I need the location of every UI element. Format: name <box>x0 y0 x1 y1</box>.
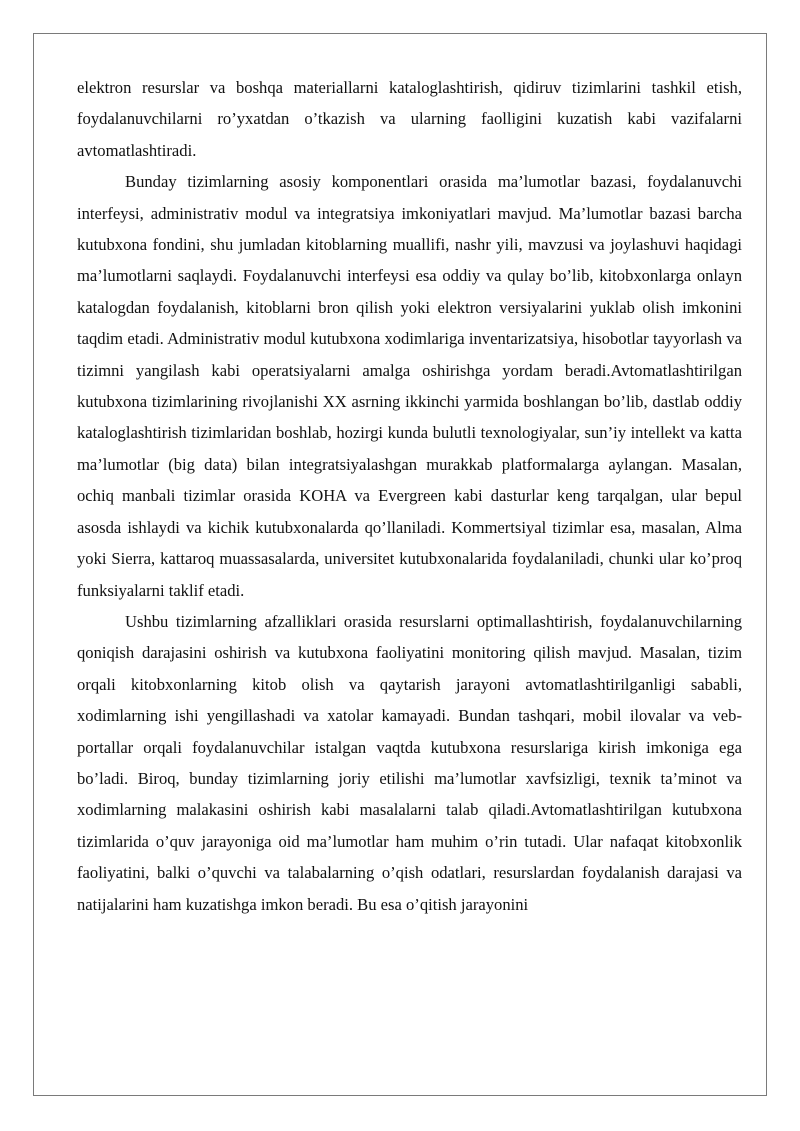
paragraph-1: elektron resurslar va boshqa materiallarni kataloglashtirish, qidiruv tizimlarini tashkil etish, foydalanuvchilarni ro’yxatdan o’tkazish va ularning faolligini kuzatish kabi vazifalarni avtomatlashtiradi. <box>77 78 742 160</box>
paragraph-2: Bunday tizimlarning asosiy komponentlari orasida ma’lumotlar bazasi, foydalanuvchi interfeysi, administrativ modul va integratsiya imkoniyatlari mavjud. Ma’lumotlar bazasi barcha kutubxona fondini, shu jumladan kitoblarning muallifi, nashr yili, mavzusi va joylashuvi haqidagi ma’lumotlarni saqlaydi. Foydalanuvchi interfeysi esa oddiy va qulay bo’lib, kitobxonlarga onlayn katalogdan foydalanish, kitoblarni bron qilish yoki elektron versiyalarini yuklab olish imkonini taqdim etadi. Administrativ modul kutubxona xodimlariga inventarizatsiya, hisobotlar tayyorlash va tizimni yangilash kabi operatsiyalarni amalga oshirishga yordam beradi.Avtomatlashtirilgan kutubxona tizimlarining rivojlanishi XX asrning ikkinchi yarmida boshlangan bo’lib, dastlab oddiy kataloglashtirish tizimlaridan boshlab, hozirgi kunda bulutli texnologiyalar, sun’iy intellekt va katta ma’lumotlar (big data) bilan integratsiyalashgan murakkab platformalarga aylangan. Masalan, ochiq manbali tizimlar orasida KOHA va Evergreen kabi dasturlar keng tarqalgan, ular bepul asosda ishlaydi va kichik kutubxonalarda qo’llaniladi. Kommertsiyal tizimlar esa, masalan, Alma yoki Sierra, kattaroq muassasalarda, universitet kutubxonalarida foydalaniladi, chunki ular ko’proq funksiyalarni taklif etadi. <box>77 172 742 600</box>
paragraph-3: Ushbu tizimlarning afzalliklari orasida resurslarni optimallashtirish, foydalanuvchilarning qoniqish darajasini oshirish va kutubxona faoliyatini monitoring qilish mavjud. Masalan, tizim orqali kitobxonlarning kitob olish va qaytarish jarayoni avtomatlashtirilganligi sababli, xodimlarning ishi yengillashadi va xatolar kamayadi. Bundan tashqari, mobil ilovalar va veb-portallar orqali foydalanuvchilar istalgan vaqtda kutubxona resurslariga kirish imkoniga ega bo’ladi. Biroq, bunday tizimlarning joriy etilishi ma’lumotlar xavfsizligi, texnik ta’minot va xodimlarning malakasini oshirish kabi masalalarni talab qiladi.Avtomatlashtirilgan kutubxona tizimlarida o’quv jarayoniga oid ma’lumotlar ham muhim o’rin tutadi. Ular nafaqat kitobxonlik faoliyatini, balki o’quvchi va talabalarning o’qish odatlari, resurslardan foydalanish darajasi va natijalarini ham kuzatishga imkon beradi. Bu esa o’qitish jarayonini <box>77 611 742 914</box>
document-body <box>77 72 742 920</box>
